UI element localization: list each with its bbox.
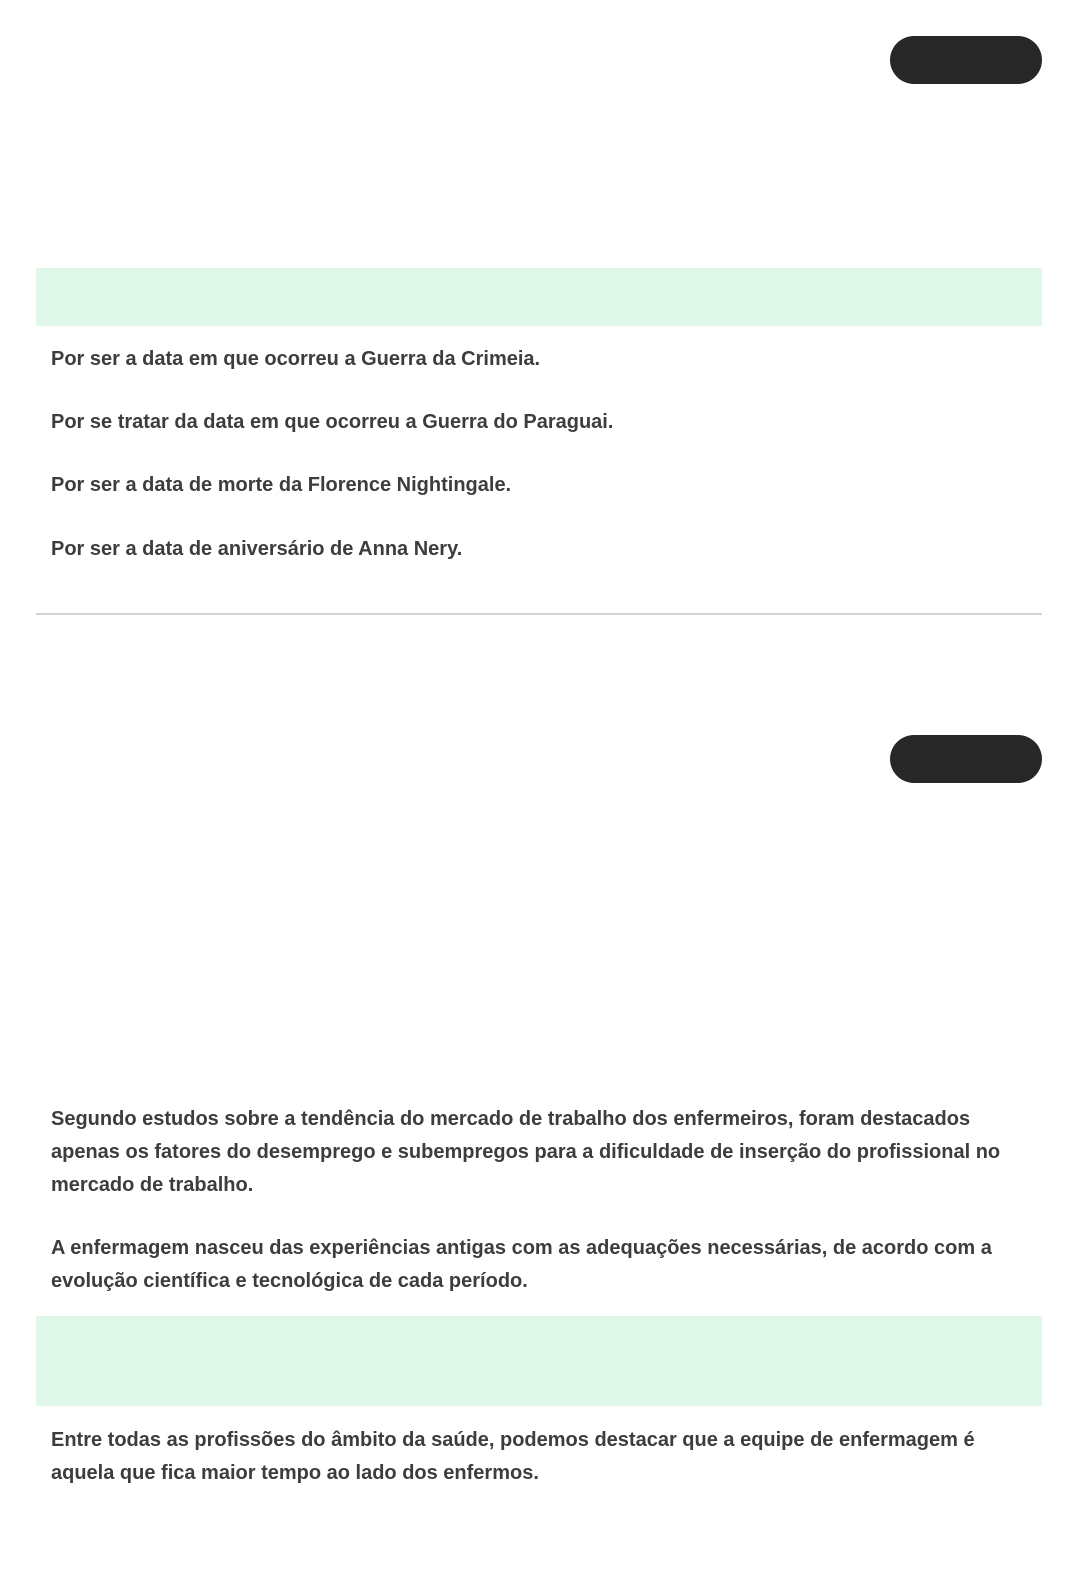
question-2-option-2[interactable]: A enfermagem nasceu das experiências antigas com as adequações necessárias, de acordo com a evolução científica e tecnológica de cada período. (51, 1237, 992, 1292)
question-2-badge (890, 735, 1042, 783)
question-1-highlighted-option[interactable] (36, 268, 1042, 326)
question-2-highlighted-option[interactable] (36, 1316, 1042, 1406)
question-2-option-1[interactable]: Segundo estudos sobre a tendência do mercado de trabalho dos enfermeiros, foram destacados apenas os fatores do desemprego e subempregos para a dificuldade de inserção do profissional no mercado de trabalho. (51, 1108, 1001, 1196)
question-1-option-2[interactable]: Por se tratar da data em que ocorreu a Guerra do Paraguai. (51, 411, 614, 433)
question-1-option-1[interactable]: Por ser a data em que ocorreu a Guerra da Crimeia. (51, 348, 541, 370)
question-1-option-3[interactable]: Por ser a data de morte da Florence Nightingale. (51, 474, 512, 496)
question-1-badge (890, 36, 1042, 84)
question-1-option-4[interactable]: Por ser a data de aniversário de Anna Nery. (51, 538, 463, 560)
question-2-option-3[interactable]: Entre todas as profissões do âmbito da saúde, podemos destacar que a equipe de enfermagem é aquela que fica maior tempo ao lado dos enfermos. (51, 1429, 975, 1484)
question-divider (36, 613, 1042, 615)
